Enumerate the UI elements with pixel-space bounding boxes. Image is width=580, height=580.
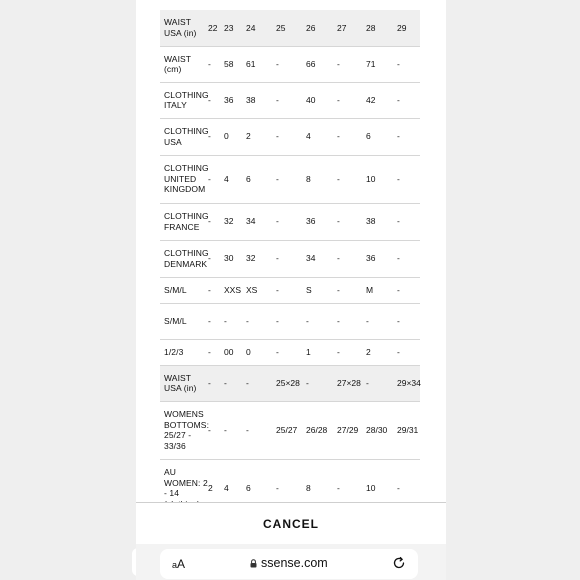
size-cell: - bbox=[276, 339, 306, 365]
size-cell: M bbox=[366, 277, 397, 303]
size-cell: - bbox=[208, 155, 224, 203]
row-label: CLOTHING UNITED KINGDOM bbox=[160, 155, 208, 203]
size-cell: - bbox=[397, 303, 420, 339]
size-cell: 25 bbox=[276, 10, 306, 46]
row-label: CLOTHING ITALY bbox=[160, 82, 208, 118]
size-cell: - bbox=[276, 277, 306, 303]
action-sheet bbox=[136, 502, 446, 545]
size-chart[interactable] bbox=[160, 10, 420, 502]
size-cell: 00 bbox=[224, 339, 246, 365]
table-row bbox=[160, 240, 420, 277]
size-cell: 25/27 bbox=[276, 401, 306, 459]
table-row bbox=[160, 118, 420, 155]
row-label: S/M/L bbox=[160, 303, 208, 339]
size-cell: 4 bbox=[306, 118, 337, 155]
size-cell: - bbox=[397, 155, 420, 203]
size-cell: - bbox=[224, 365, 246, 401]
size-cell: 6 bbox=[366, 118, 397, 155]
phone-screen bbox=[136, 0, 446, 580]
size-cell: - bbox=[337, 46, 366, 82]
row-label: AU WOMEN: 2 - 14 bbox=[160, 459, 208, 517]
table-row bbox=[160, 303, 420, 339]
size-cell: 71 bbox=[366, 46, 397, 82]
size-cell: - bbox=[208, 303, 224, 339]
size-cell: - bbox=[208, 339, 224, 365]
size-cell: 24 bbox=[246, 10, 276, 46]
size-cell: 23 bbox=[224, 10, 246, 46]
table-row bbox=[160, 401, 420, 459]
size-cell: - bbox=[337, 240, 366, 277]
size-cell: 0 bbox=[246, 339, 276, 365]
size-cell: 28/30 bbox=[366, 401, 397, 459]
text-size-large-a: A bbox=[177, 557, 186, 571]
table-row bbox=[160, 10, 420, 46]
size-cell: - bbox=[306, 365, 337, 401]
size-cell: 8 bbox=[306, 155, 337, 203]
size-cell: 26 bbox=[306, 10, 337, 46]
row-label: WAIST (cm) bbox=[160, 46, 208, 82]
size-cell: - bbox=[397, 118, 420, 155]
size-cell: - bbox=[337, 82, 366, 118]
table-row bbox=[160, 46, 420, 82]
size-cell: - bbox=[397, 459, 420, 517]
size-cell: - bbox=[208, 240, 224, 277]
url-display[interactable] bbox=[250, 556, 328, 570]
size-cell: - bbox=[276, 303, 306, 339]
size-cell: 4 bbox=[224, 155, 246, 203]
size-cell: - bbox=[208, 46, 224, 82]
table-row bbox=[160, 155, 420, 203]
size-cell: 61 bbox=[246, 46, 276, 82]
background-left bbox=[0, 0, 136, 580]
size-cell: - bbox=[224, 303, 246, 339]
size-cell: 4 bbox=[224, 459, 246, 517]
size-cell: 32 bbox=[224, 203, 246, 240]
row-label: S/M/L bbox=[160, 277, 208, 303]
cancel-button[interactable]: CANCEL bbox=[263, 517, 319, 531]
size-cell: 58 bbox=[224, 46, 246, 82]
background-right bbox=[446, 0, 580, 580]
size-cell: - bbox=[337, 459, 366, 517]
size-cell: 27 bbox=[337, 10, 366, 46]
size-table bbox=[160, 10, 420, 518]
row-label: 1/2/3 bbox=[160, 339, 208, 365]
size-cell: - bbox=[246, 401, 276, 459]
size-cell: 36 bbox=[224, 82, 246, 118]
size-cell: - bbox=[397, 339, 420, 365]
row-label: CLOTHING DENMARK bbox=[160, 240, 208, 277]
size-cell: 25×28 bbox=[276, 365, 306, 401]
address-bar[interactable] bbox=[160, 549, 418, 579]
size-cell: 66 bbox=[306, 46, 337, 82]
size-cell: 40 bbox=[306, 82, 337, 118]
size-cell: 0 bbox=[224, 118, 246, 155]
size-cell: 28 bbox=[366, 10, 397, 46]
size-cell: - bbox=[337, 118, 366, 155]
size-cell: - bbox=[276, 82, 306, 118]
size-cell: 27/29 bbox=[337, 401, 366, 459]
size-cell: - bbox=[366, 303, 397, 339]
size-cell: 32 bbox=[246, 240, 276, 277]
size-cell: 10 bbox=[366, 155, 397, 203]
row-label: CLOTHING USA bbox=[160, 118, 208, 155]
size-cell: 6 bbox=[246, 155, 276, 203]
table-row bbox=[160, 82, 420, 118]
size-cell: 30 bbox=[224, 240, 246, 277]
size-cell: - bbox=[337, 155, 366, 203]
size-cell: - bbox=[276, 459, 306, 517]
size-cell: - bbox=[208, 365, 224, 401]
size-cell: 2 bbox=[208, 459, 224, 517]
size-cell: - bbox=[276, 155, 306, 203]
size-cell: 34 bbox=[246, 203, 276, 240]
size-cell: - bbox=[276, 46, 306, 82]
browser-bar bbox=[136, 544, 446, 580]
row-label: WAIST USA (in) bbox=[160, 10, 208, 46]
text-size-small-a: a bbox=[172, 560, 178, 570]
size-cell: - bbox=[208, 277, 224, 303]
table-row bbox=[160, 203, 420, 240]
size-cell: - bbox=[366, 365, 397, 401]
row-label: WAIST USA (in) bbox=[160, 365, 208, 401]
size-cell: 36 bbox=[366, 240, 397, 277]
size-cell: 26/28 bbox=[306, 401, 337, 459]
size-cell: 10 bbox=[366, 459, 397, 517]
size-cell: 27×28 bbox=[337, 365, 366, 401]
size-cell: 38 bbox=[366, 203, 397, 240]
url-text: ssense.com bbox=[261, 556, 328, 570]
size-cell: - bbox=[306, 303, 337, 339]
size-cell: 2 bbox=[246, 118, 276, 155]
size-cell: - bbox=[208, 82, 224, 118]
size-cell: 29×34 bbox=[397, 365, 420, 401]
table-row bbox=[160, 339, 420, 365]
row-label: WOMENS BOTTOMS: 25/27 - 33/36 bbox=[160, 401, 208, 459]
size-cell: - bbox=[208, 118, 224, 155]
size-cell: - bbox=[337, 339, 366, 365]
size-cell: 2 bbox=[366, 339, 397, 365]
size-cell: S bbox=[306, 277, 337, 303]
size-cell: - bbox=[276, 118, 306, 155]
text-size-button[interactable] bbox=[172, 557, 185, 571]
size-cell: - bbox=[208, 401, 224, 459]
size-cell: 6 bbox=[246, 459, 276, 517]
size-cell: 38 bbox=[246, 82, 276, 118]
size-cell: 36 bbox=[306, 203, 337, 240]
size-cell: 34 bbox=[306, 240, 337, 277]
size-cell: 29 bbox=[397, 10, 420, 46]
size-cell: - bbox=[337, 203, 366, 240]
size-cell: 29/31 bbox=[397, 401, 420, 459]
size-cell: XS bbox=[246, 277, 276, 303]
size-cell: - bbox=[397, 46, 420, 82]
table-row bbox=[160, 365, 420, 401]
size-cell: - bbox=[397, 203, 420, 240]
size-cell: - bbox=[337, 303, 366, 339]
lock-icon bbox=[250, 559, 257, 567]
size-cell: - bbox=[276, 240, 306, 277]
row-label: CLOTHING FRANCE bbox=[160, 203, 208, 240]
size-cell: - bbox=[397, 277, 420, 303]
size-cell: - bbox=[397, 82, 420, 118]
reload-icon[interactable] bbox=[392, 556, 406, 570]
size-cell: - bbox=[224, 401, 246, 459]
size-cell: - bbox=[208, 203, 224, 240]
size-cell: 42 bbox=[366, 82, 397, 118]
size-cell: - bbox=[246, 365, 276, 401]
size-cell: - bbox=[276, 203, 306, 240]
size-cell: - bbox=[397, 240, 420, 277]
size-cell: 8 bbox=[306, 459, 337, 517]
size-cell: - bbox=[246, 303, 276, 339]
size-cell: - bbox=[337, 277, 366, 303]
size-cell: 22 bbox=[208, 10, 224, 46]
size-cell: 1 bbox=[306, 339, 337, 365]
table-row bbox=[160, 277, 420, 303]
size-cell: XXS bbox=[224, 277, 246, 303]
